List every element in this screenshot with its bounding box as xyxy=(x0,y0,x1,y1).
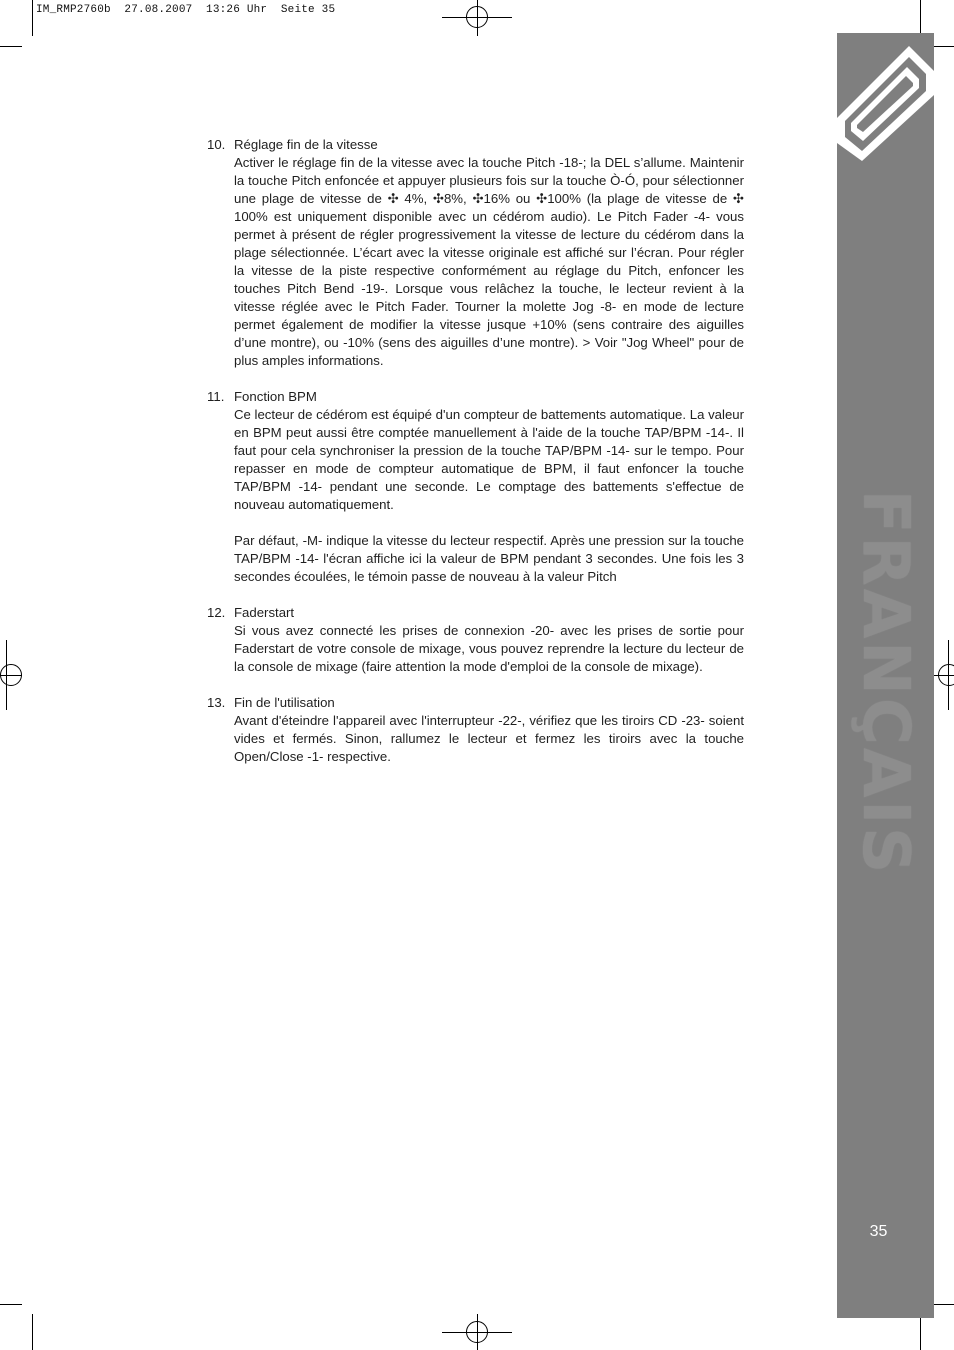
item-paragraph: Avant d'éteindre l'appareil avec l'interrupteur -22-, vérifiez que les tiroirs CD -23- soient vides et fermés. Sinon, rallumez le lecteur et fermez les tiroirs avec la touche Open/Close -1- respective. xyxy=(234,713,744,764)
item-paragraph: Activer le réglage fin de la vitesse avec la touche Pitch -18-; la DEL s’allume. Maintenir la touche Pitch enfoncée et appuyer plusieurs fois sur la touche Ò-Ó, pour sélectionner une plage de vitesse de ✣ 4%, ✣8%, ✣16% ou ✣100% (la plage de vitesse de ✣ 100% est uniquement disponible avec un cédérom audio). Le Pitch Fader -4- vous permet à présent de régler progressivement la vitesse de lecture du cédérom dans la plage sélectionnée. L’écart avec la vitesse originale est affiché sur l’écran. Pour régler la vitesse de la piste respective conformément au réglage du Pitch, enfoncer les touches Pitch Bend -19-. Lorsque vous relâchez la touche, le lecteur revient à la vitesse réglée avec le Pitch Fader. Tourner la molette Jog -8- en mode de lecture permet également de modifier la vitesse jusque +10% (sens contraire des aiguilles d’une montre), ou -10% (sens des aiguilles d’une montre). > Voir "Jog Wheel" pour de plus amples informations. xyxy=(234,155,744,368)
instructions-list xyxy=(207,136,744,784)
item-number: 11. xyxy=(207,389,225,404)
stacked-chevron-logo-icon xyxy=(837,33,934,163)
item-paragraph: Par défaut, -M- indique la vitesse du lecteur respectif. Après une pression sur la touche TAP/BPM -14- l'écran affiche ici la valeur de BPM pendant 3 secondes. Une fois les 3 secondes écoulées, le témoin passe de nouveau à la valeur Pitch xyxy=(234,533,744,584)
item-title: Réglage fin de la vitesse xyxy=(234,137,378,152)
item-title: Faderstart xyxy=(234,605,295,620)
item-number: 12. xyxy=(207,605,226,620)
list-item-end-of-use xyxy=(207,694,744,766)
list-item-fine-pitch xyxy=(207,136,744,370)
print-header: IM_RMP2760b 27.08.2007 13:26 Uhr Seite 35 xyxy=(36,4,336,16)
item-title: Fin de l'utilisation xyxy=(234,695,335,710)
item-title: Fonction BPM xyxy=(234,389,317,404)
list-item-bpm xyxy=(207,388,744,586)
language-side-tab xyxy=(837,33,934,1318)
page-number: 35 xyxy=(869,1223,888,1240)
item-paragraph: Si vous avez connecté les prises de connexion -20- avec les prises de sortie pour Faderstart de votre console de mixage, vous pouvez reprendre la lecture du lecteur de la console de mixage (faire attention la mode d'emploi de la console de mixage). xyxy=(234,623,744,674)
item-number: 13. xyxy=(207,695,226,710)
list-item-faderstart xyxy=(207,604,744,676)
language-label: FRANÇAIS xyxy=(848,489,922,877)
item-number: 10. xyxy=(207,137,226,152)
item-paragraph: Ce lecteur de cédérom est équipé d'un compteur de battements automatique. La valeur en BPM peut aussi être comptée manuellement à l'aide de la touche TAP/BPM -14-. Il faut pour cela synchroniser la pression de la touche TAP/BPM -14- sur le tempo. Pour repasser en mode de compteur automatique de BPM, il faut enfoncer la touche TAP/BPM -14- pendant une seconde. Le comptage des battements s'effectue de nouveau automatiquement. xyxy=(234,407,744,512)
